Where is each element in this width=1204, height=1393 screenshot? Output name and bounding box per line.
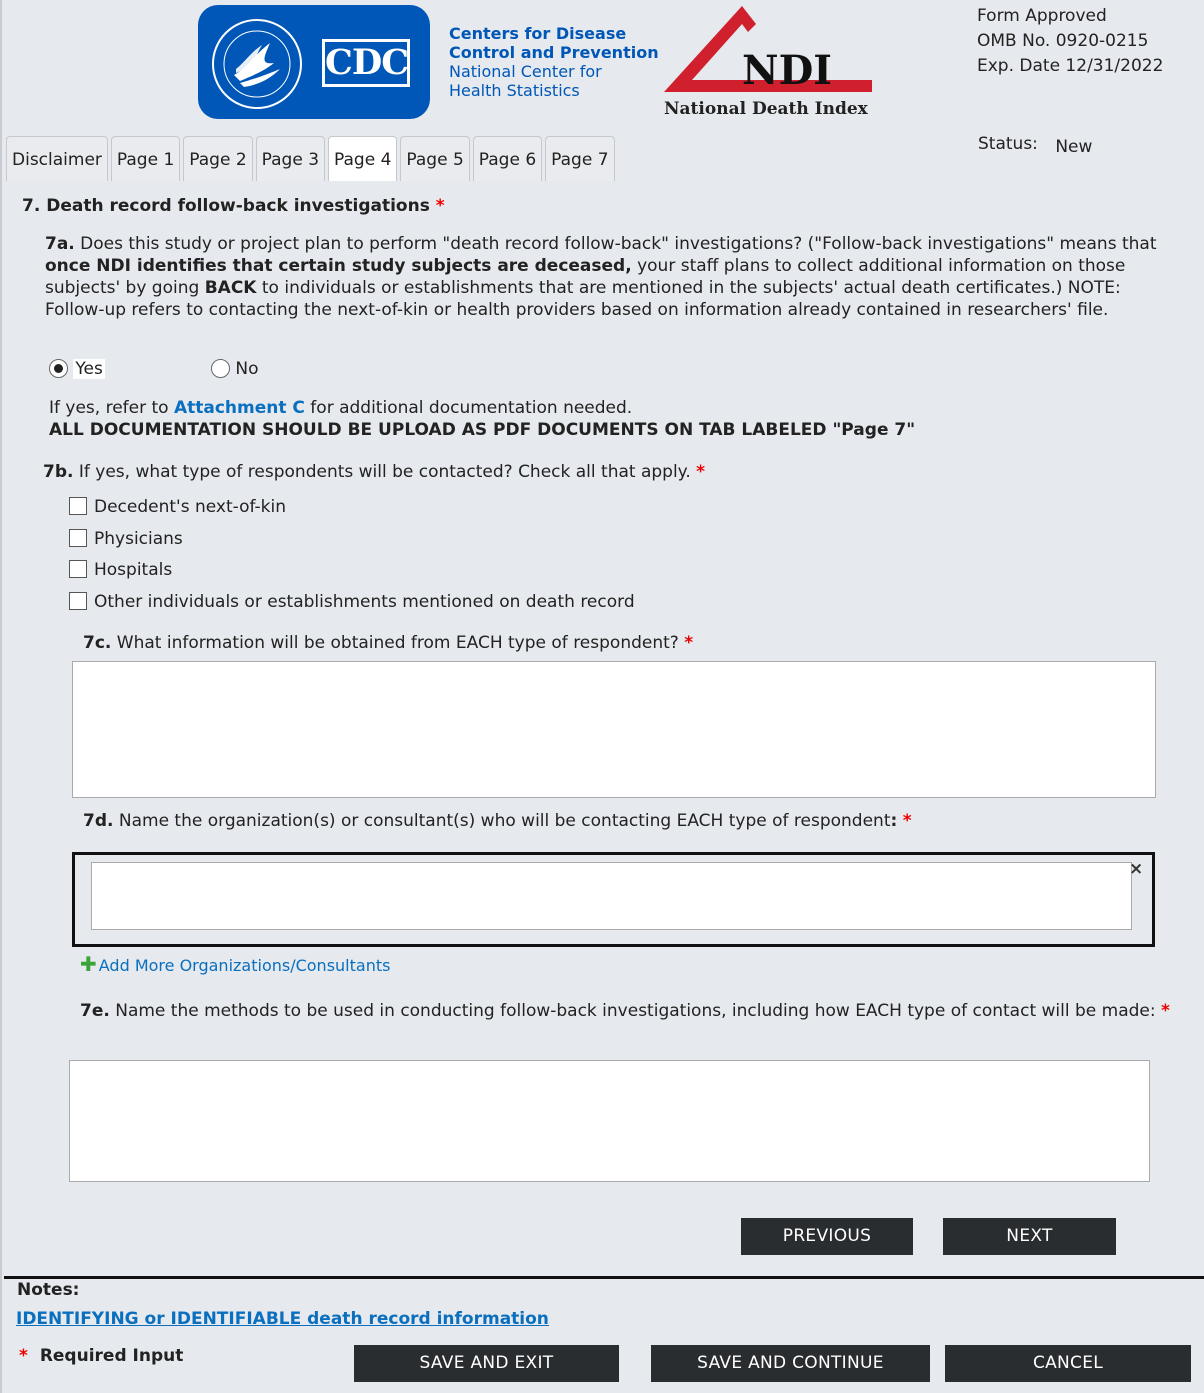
required-marker: *	[684, 633, 694, 653]
required-input-legend	[19, 1346, 183, 1366]
q7e-number: 7e.	[80, 1001, 110, 1021]
checkbox-box[interactable]	[69, 529, 87, 547]
checkbox-box[interactable]	[69, 592, 87, 610]
form-approval-info	[977, 4, 1163, 79]
q7e-textarea[interactable]	[69, 1060, 1150, 1182]
q7a-number: 7a.	[45, 234, 75, 254]
add-more-label[interactable]: Add More Organizations/Consultants	[98, 956, 391, 975]
attachment-c-link[interactable]: Attachment C	[173, 398, 305, 418]
cdc-name-line2: Control and Prevention	[449, 43, 659, 62]
checkbox-label[interactable]: Physicians	[94, 529, 183, 549]
radio-no-circle[interactable]	[211, 359, 230, 378]
cdc-logo	[198, 5, 430, 119]
save-and-continue-button[interactable]: SAVE AND CONTINUE	[651, 1345, 930, 1382]
required-marker: *	[1161, 1001, 1170, 1021]
question-7c	[83, 633, 693, 653]
cancel-button[interactable]: CANCEL	[945, 1345, 1191, 1382]
checkbox-box[interactable]	[69, 497, 87, 515]
identifying-info-link[interactable]: IDENTIFYING or IDENTIFIABLE death record information	[16, 1309, 549, 1329]
q7a-bold-2: BACK	[204, 278, 257, 298]
notes-label: Notes:	[17, 1280, 80, 1300]
question-7d	[83, 811, 912, 831]
q7e-text: Name the methods to be used in conducting follow-back investigations, including how EACH type of contact will be made:	[109, 1001, 1156, 1021]
save-and-exit-button[interactable]: SAVE AND EXIT	[354, 1345, 619, 1382]
checkbox-label[interactable]: Hospitals	[94, 560, 173, 580]
tab-page-7[interactable]: Page 7	[545, 136, 614, 181]
organization-entry	[72, 852, 1155, 947]
q7c-textarea[interactable]	[72, 661, 1156, 798]
radio-no[interactable]	[211, 359, 259, 379]
checkbox-box[interactable]	[69, 560, 87, 578]
next-button[interactable]: NEXT	[943, 1218, 1116, 1255]
required-marker: *	[435, 196, 445, 216]
q7c-text: What information will be obtained from EACH type of respondent?	[111, 633, 679, 653]
q7a-note-prefix: If yes, refer to	[49, 398, 174, 418]
checkbox-physicians[interactable]	[69, 528, 183, 550]
q7a-note	[49, 397, 915, 441]
organization-input[interactable]	[91, 862, 1132, 930]
checkbox-other-individuals[interactable]	[69, 591, 635, 613]
section-title	[22, 196, 445, 216]
add-more-organizations-link[interactable]	[80, 952, 390, 976]
ndi-logo-text: NDI	[742, 47, 832, 94]
cdc-name-line4: Health Statistics	[449, 81, 580, 100]
hhs-seal-icon	[210, 17, 304, 111]
radio-yes-label[interactable]: Yes	[75, 359, 103, 379]
required-marker: *	[696, 462, 706, 482]
q7b-number: 7b.	[43, 462, 74, 482]
checkbox-hospitals[interactable]	[69, 559, 172, 581]
checkbox-label[interactable]: Decedent's next-of-kin	[94, 497, 287, 517]
question-7b	[43, 462, 705, 482]
cdc-wordmark: CDC	[322, 39, 410, 87]
radio-yes[interactable]	[49, 359, 105, 379]
tab-page-1[interactable]: Page 1	[111, 136, 180, 181]
radio-yes-circle[interactable]	[49, 359, 68, 378]
required-star: *	[19, 1346, 28, 1366]
q7a-bold-1: once NDI identifies that certain study subjects are deceased,	[45, 256, 632, 276]
cdc-name-block	[449, 24, 659, 100]
status-label: Status:	[978, 134, 1038, 154]
status-value: New	[1055, 137, 1093, 157]
q7a-text-1: Does this study or project plan to perform "death record follow-back" investigations? ("Follow-back investigations" means that	[74, 234, 1157, 254]
remove-organization-icon[interactable]: ×	[1129, 859, 1144, 879]
radio-no-label[interactable]: No	[235, 359, 259, 379]
q7d-number: 7d.	[83, 811, 114, 831]
expiration-date: Exp. Date 12/31/2022	[977, 56, 1164, 76]
ndi-tagline: National Death Index	[664, 99, 868, 119]
tab-page-6[interactable]: Page 6	[473, 136, 542, 181]
tab-disclaimer[interactable]: Disclaimer	[6, 136, 108, 181]
tab-page-2[interactable]: Page 2	[183, 136, 252, 181]
q7d-text: Name the organization(s) or consultant(s) who will be contacting EACH type of respondent	[113, 811, 891, 831]
section-title-text: 7. Death record follow-back investigations	[22, 196, 430, 216]
question-7e	[80, 1000, 1170, 1022]
checkbox-next-of-kin[interactable]	[69, 496, 286, 518]
tab-page-5[interactable]: Page 5	[400, 136, 469, 181]
q7c-number: 7c.	[83, 633, 112, 653]
status-indicator	[978, 134, 1093, 157]
question-7a	[45, 233, 1165, 321]
plus-icon[interactable]: ✚	[80, 952, 97, 976]
q7a-note-suffix: for additional documentation needed.	[304, 398, 633, 418]
required-marker: *	[902, 811, 912, 831]
q7a-text-3: to individuals or establishments that are mentioned in the subjects' actual death certificates.) NOTE: Follow-up refers to contacting the next-of-kin or health providers based on information already contained in researchers' file.	[45, 278, 1121, 320]
omb-number: OMB No. 0920-0215	[977, 31, 1149, 51]
page-tabs	[6, 136, 618, 181]
previous-button[interactable]: PREVIOUS	[741, 1218, 913, 1255]
form-approved-text: Form Approved	[977, 6, 1107, 26]
tab-page-4[interactable]: Page 4	[328, 136, 397, 181]
required-input-label: Required Input	[39, 1346, 184, 1366]
tab-page-3[interactable]: Page 3	[256, 136, 325, 181]
cdc-name-line3: National Center for	[449, 62, 602, 81]
footer-divider	[4, 1276, 1204, 1279]
q7b-text: If yes, what type of respondents will be contacted? Check all that apply.	[73, 462, 691, 482]
q7d-colon: :	[890, 811, 898, 831]
cdc-name-line1: Centers for Disease	[449, 24, 627, 43]
checkbox-label[interactable]: Other individuals or establishments mentioned on death record	[94, 592, 635, 612]
q7a-text-2: your staff plans to collect additional information on those subjects' by going	[45, 256, 1126, 298]
upload-instruction: ALL DOCUMENTATION SHOULD BE UPLOAD AS PDF DOCUMENTS ON TAB LABELED "Page 7"	[49, 420, 916, 440]
